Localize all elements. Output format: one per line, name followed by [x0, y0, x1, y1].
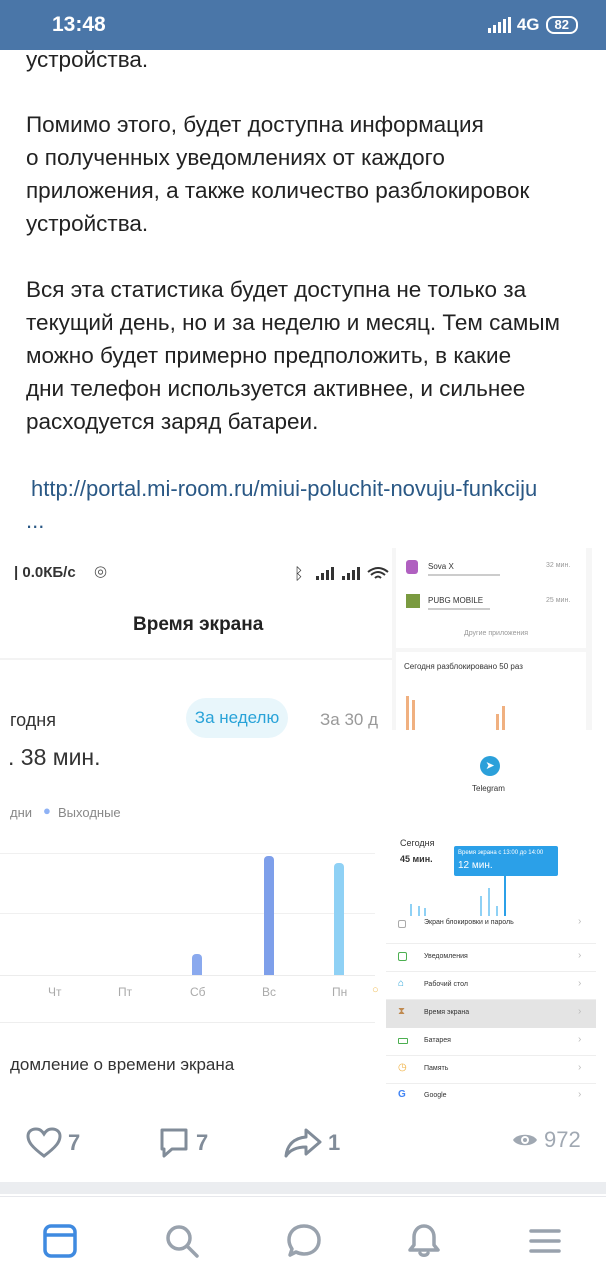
tab-feed[interactable]	[42, 1223, 78, 1259]
net-speed: | 0.0КБ/с	[14, 564, 76, 581]
chart-bar-sun	[264, 856, 274, 975]
post-text-line: устройства.	[26, 47, 149, 72]
today-duration: 45 мин.	[400, 854, 433, 864]
post-image-collage[interactable]	[0, 548, 606, 1108]
eye-icon	[512, 1131, 538, 1149]
screenshot-screen-time	[8, 548, 392, 1108]
heart-icon	[26, 1127, 62, 1159]
tab-menu[interactable]	[527, 1223, 563, 1259]
legend-weekdays: дни	[10, 805, 33, 820]
unlocks-label: Сегодня разблокировано 50 раз	[404, 662, 523, 671]
screenshot-telegram	[392, 730, 592, 810]
tab-search[interactable]	[164, 1223, 200, 1259]
views-counter	[512, 1127, 581, 1153]
network-type: 4G	[516, 15, 540, 34]
chart-bar-mon	[334, 863, 344, 975]
tab-messages[interactable]	[286, 1223, 322, 1259]
likes-count: 7	[68, 1130, 81, 1155]
chart-bar-sat	[192, 954, 202, 975]
telegram-icon: ➤	[480, 756, 500, 776]
day-label: Пт	[118, 985, 133, 999]
share-icon	[284, 1127, 322, 1159]
lock-icon	[398, 920, 406, 928]
post-actions	[0, 1110, 606, 1180]
app-time: 32 мин.	[546, 562, 571, 569]
post-link[interactable]: http://portal.mi-room.ru/miui-poluchit-novuju-funkciju	[31, 476, 538, 501]
settings-small-icon: ◎	[94, 563, 108, 580]
duration-value: . 38 мин.	[8, 744, 101, 770]
screen-title: Время экрана	[133, 614, 264, 635]
tab-month: За 30 д	[320, 710, 378, 729]
views-count: 972	[544, 1127, 581, 1152]
screenshot-today-chart	[392, 826, 592, 916]
news-feed-icon	[42, 1223, 78, 1259]
shares-count: 1	[328, 1130, 341, 1155]
signal-icon	[488, 17, 511, 33]
messages-icon	[286, 1223, 322, 1259]
comments-count: 7	[196, 1130, 209, 1155]
notify-row: домление о времени экрана	[10, 1055, 235, 1074]
svg-text:ᛒ: ᛒ	[294, 564, 304, 583]
search-icon	[164, 1223, 200, 1259]
legend-weekend: Выходные	[58, 805, 121, 820]
post-paragraph-2: Вся эта статистика будет доступна не только за текущий день, но и за неделю и месяц. Тем самым можно будет примерно предположить, в какие дни телефон используется активнее, и сильнее расходуется заряд батареи.	[26, 277, 561, 434]
tab-week: За неделю	[186, 698, 288, 738]
battery-icon	[398, 1038, 408, 1044]
app-name: PUBG MOBILE	[428, 596, 484, 605]
status-icons	[294, 564, 389, 584]
sun-icon: ○	[372, 984, 379, 996]
storage-icon: ◷	[398, 1062, 407, 1073]
other-apps: Другие приложения	[464, 630, 529, 637]
app-time: 25 мин.	[546, 597, 571, 604]
screenshot-app-usage	[392, 548, 592, 730]
usage-tooltip: Время экрана с 13:00 до 14:00 12 мин.	[454, 846, 558, 876]
app-icon-pubg	[406, 594, 420, 608]
day-label: Сб	[190, 985, 206, 999]
day-label: Чт	[48, 985, 62, 999]
telegram-label: Telegram	[472, 784, 505, 793]
day-label: Вс	[262, 985, 277, 999]
bell-icon	[406, 1223, 442, 1259]
notification-icon	[398, 952, 407, 961]
bottom-tab-bar	[0, 1196, 606, 1280]
share-button[interactable]	[284, 1127, 340, 1159]
today-label: Сегодня	[400, 838, 435, 848]
hourglass-icon: ⧗	[398, 1006, 406, 1017]
comment-button[interactable]	[158, 1127, 208, 1159]
google-icon: G	[398, 1089, 406, 1100]
separator	[0, 1182, 606, 1194]
post-paragraph-1: Помимо этого, будет доступна информация о полученных уведомлениях от каждого приложения, а также количество разблокировок устройства.	[26, 112, 530, 236]
legend-dot: ●	[43, 803, 51, 818]
menu-icon	[527, 1223, 563, 1259]
home-icon: ⌂	[398, 978, 405, 989]
app-icon-sova	[406, 560, 418, 574]
day-label: Пн	[332, 985, 348, 999]
like-button[interactable]	[26, 1127, 80, 1159]
tab-notifications[interactable]	[406, 1223, 442, 1259]
today-label: годня	[10, 710, 56, 730]
screenshot-settings: Экран блокировки и пароль › Уведомления › ⌂ Рабочий стол › ⧗ Время экрана › Батарея › ◷ Память › G Google ›	[386, 916, 596, 1108]
status-time: 13:48	[52, 13, 106, 36]
battery-indicator: 82	[546, 16, 578, 34]
app-name: Sova X	[428, 562, 454, 571]
post-link-more[interactable]: ...	[26, 508, 45, 533]
comment-icon	[158, 1127, 190, 1159]
